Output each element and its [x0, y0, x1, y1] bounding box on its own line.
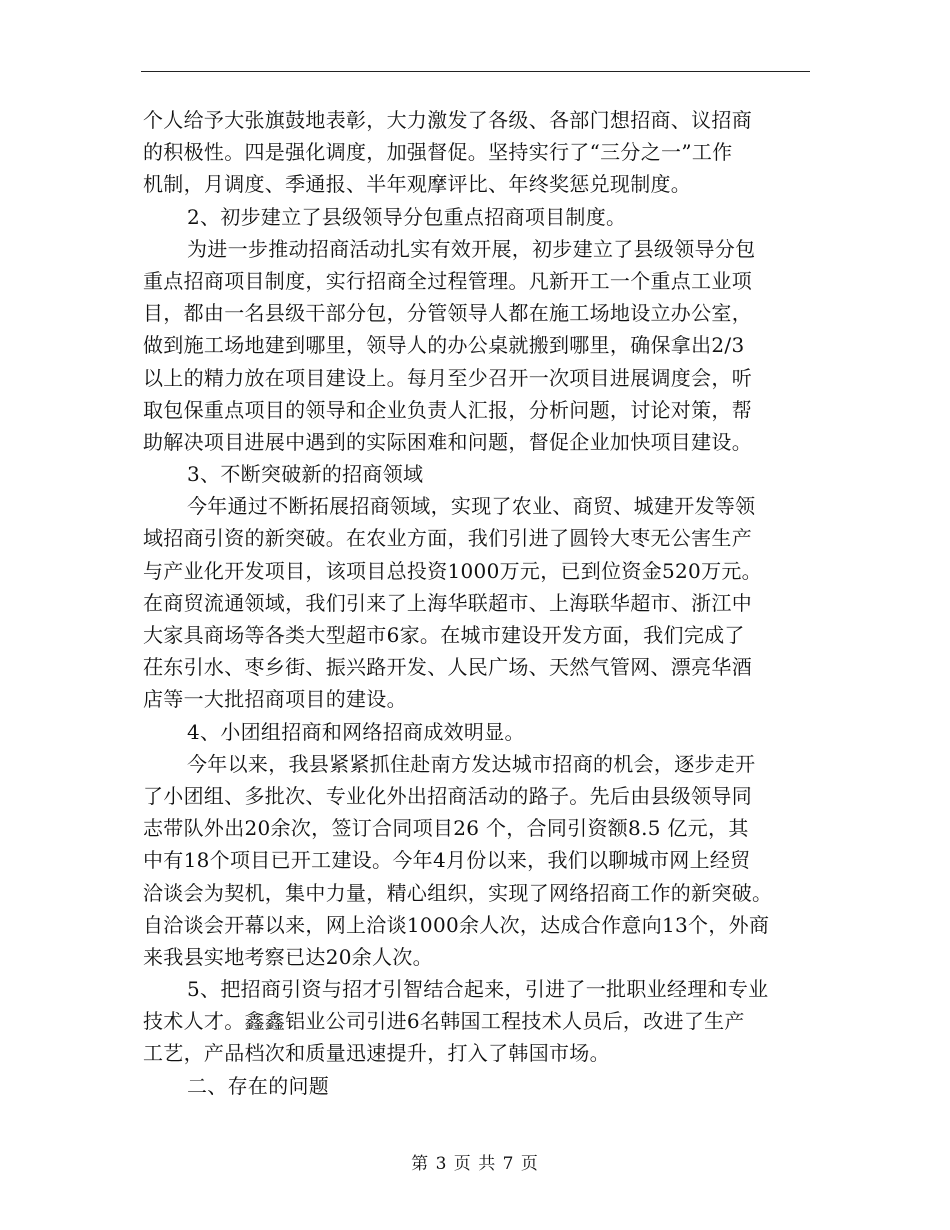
text-line: 助解决项目进展中遇到的实际困难和问题，督促企业加快项目建设。 — [143, 429, 752, 454]
text-line: 3、不断突破新的招商领域 — [187, 462, 424, 487]
text-line: 了小团组、多批次、专业化外出招商活动的路子。先后由县级领导同 — [143, 783, 752, 808]
text-line: 2、初步建立了县级领导分包重点招商项目制度。 — [187, 204, 627, 229]
text-line: 二、存在的问题 — [187, 1073, 330, 1098]
text-line: 自洽谈会开幕以来，网上洽谈1000余人次，达成合作意向13个，外商 — [143, 912, 770, 937]
text-line: 在商贸流通领域，我们引来了上海华联超市、上海联华超市、浙江中 — [143, 590, 752, 615]
header-rule — [141, 71, 810, 72]
text-line: 茌东引水、枣乡街、振兴路开发、人民广场、天然气管网、漂亮华酒 — [143, 655, 752, 680]
text-line: 取包保重点项目的领导和企业负责人汇报，分析问题，讨论对策，帮 — [143, 397, 752, 422]
text-line: 志带队外出20余次，签订合同项目26 个，合同引资额8.5 亿元，其 — [143, 816, 749, 841]
text-line: 机制，月调度、季通报、半年观摩评比、年终奖惩兑现制度。 — [143, 172, 692, 197]
text-line: 与产业化开发项目，该项目总投资1000万元，已到位资金520万元。 — [143, 558, 762, 583]
text-line: 重点招商项目制度，实行招商全过程管理。凡新开工一个重点工业项 — [143, 268, 752, 293]
text-line: 今年通过不断拓展招商领域，实现了农业、商贸、城建开发等领 — [187, 494, 756, 519]
text-line: 5、把招商引资与招才引智结合起来，引进了一批职业经理和专业 — [187, 977, 769, 1002]
text-line: 为进一步推动招商活动扎实有效开展，初步建立了县级领导分包 — [187, 236, 756, 261]
text-line: 目，都由一名县级干部分包，分管领导人都在施工场地设立办公室， — [143, 301, 752, 326]
text-line: 来我县实地考察已达20余人次。 — [143, 944, 433, 969]
text-line: 的积极性。四是强化调度，加强督促。坚持实行了“三分之一”工作 — [143, 140, 733, 165]
text-line: 工艺，产品档次和质量迅速提升，打入了韩国市场。 — [143, 1041, 610, 1066]
text-line: 店等一大批招商项目的建设。 — [143, 687, 407, 712]
text-line: 以上的精力放在项目建设上。每月至少召开一次项目进展调度会，听 — [143, 365, 752, 390]
text-line: 域招商引资的新突破。在农业方面，我们引进了圆铃大枣无公害生产 — [143, 526, 752, 551]
text-line: 今年以来，我县紧紧抓住赴南方发达城市招商的机会，逐步走开 — [187, 751, 756, 776]
text-line: 洽谈会为契机，集中力量，精心组织，实现了网络招商工作的新突破。 — [143, 880, 773, 905]
document-body — [143, 104, 815, 1102]
page-footer: 第 3 页 共 7 页 — [411, 1154, 539, 1174]
text-line: 4、小团组招商和网络招商成效明显。 — [187, 719, 525, 744]
text-line: 大家具商场等各类大型超市6家。在城市建设开发方面，我们完成了 — [143, 623, 745, 647]
text-line: 中有18个项目已开工建设。今年4月份以来，我们以聊城市网上经贸 — [143, 848, 751, 873]
text-line: 做到施工场地建到哪里，领导人的办公桌就搬到哪里，确保拿出2/3 — [143, 333, 745, 358]
text-line: 个人给予大张旗鼓地表彰，大力激发了各级、各部门想招商、议招商 — [143, 108, 752, 132]
text-line: 技术人才。鑫鑫铝业公司引进6名韩国工程技术人员后，改进了生产 — [143, 1009, 745, 1034]
